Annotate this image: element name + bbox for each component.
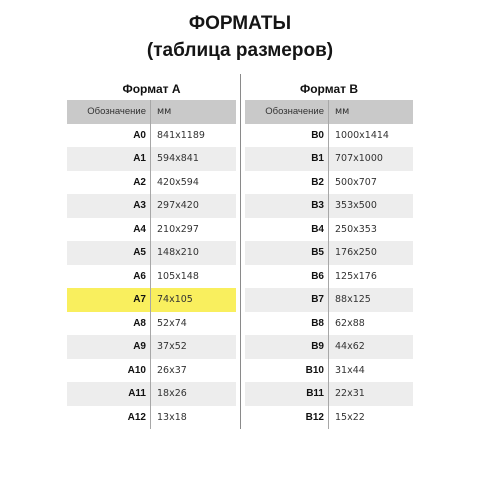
format-size: 15x22 — [335, 411, 365, 423]
header-unit: мм — [157, 106, 172, 118]
format-size: 26x37 — [157, 364, 187, 376]
format-size: 125x176 — [335, 270, 377, 282]
format-size: 176x250 — [335, 247, 377, 259]
format-designation: A4 — [67, 218, 151, 242]
format-designation: A7 — [67, 288, 151, 312]
format-designation: A8 — [67, 312, 151, 336]
format-designation: B6 — [245, 265, 329, 289]
format-designation: B11 — [245, 382, 329, 406]
format-size: 31x44 — [335, 364, 365, 376]
format-designation: B1 — [245, 147, 329, 171]
format-designation: A10 — [67, 359, 151, 383]
format-designation: B9 — [245, 335, 329, 359]
table-row — [245, 406, 413, 430]
format-size: 841x1189 — [157, 129, 205, 141]
table-header-row — [245, 100, 413, 124]
table-row — [67, 382, 236, 406]
format-designation: B5 — [245, 241, 329, 265]
format-a-table — [67, 80, 236, 429]
table-row — [67, 335, 236, 359]
format-size: 500x707 — [335, 176, 377, 188]
format-designation: A12 — [67, 406, 151, 430]
table-header-row — [67, 100, 236, 124]
format-designation: B0 — [245, 124, 329, 148]
table-row — [67, 171, 236, 195]
column-divider — [240, 74, 241, 429]
format-size: 250x353 — [335, 223, 377, 235]
table-row — [245, 288, 413, 312]
format-size: 74x105 — [157, 294, 193, 306]
format-designation: B10 — [245, 359, 329, 383]
format-size: 13x18 — [157, 411, 187, 423]
format-designation: A6 — [67, 265, 151, 289]
format-size: 52x74 — [157, 317, 187, 329]
table-row — [245, 359, 413, 383]
format-size: 37x52 — [157, 341, 187, 353]
format-b-title: Формат В — [299, 82, 358, 96]
format-size: 105x148 — [157, 270, 199, 282]
table-row — [245, 382, 413, 406]
table-row — [67, 218, 236, 242]
table-row — [245, 241, 413, 265]
table-row — [245, 194, 413, 218]
format-designation: B4 — [245, 218, 329, 242]
format-size: 594x841 — [157, 153, 199, 165]
header-unit: мм — [335, 106, 350, 118]
format-size: 420x594 — [157, 176, 199, 188]
format-size: 62x88 — [335, 317, 365, 329]
format-size: 88x125 — [335, 294, 371, 306]
format-designation: A11 — [67, 382, 151, 406]
table-row — [67, 406, 236, 430]
table-row — [67, 288, 236, 312]
table-row — [67, 359, 236, 383]
format-designation: B8 — [245, 312, 329, 336]
format-designation: A2 — [67, 171, 151, 195]
format-designation: B2 — [245, 171, 329, 195]
table-row — [67, 147, 236, 171]
table-row — [67, 194, 236, 218]
table-row — [245, 124, 413, 148]
format-size: 353x500 — [335, 200, 377, 212]
format-size: 1000x1414 — [335, 129, 389, 141]
format-size: 707x1000 — [335, 153, 383, 165]
table-row — [67, 312, 236, 336]
table-row — [67, 124, 236, 148]
format-size: 148x210 — [157, 247, 199, 259]
format-b-rows — [245, 124, 413, 430]
table-row — [67, 241, 236, 265]
format-designation: A0 — [67, 124, 151, 148]
format-size: 297x420 — [157, 200, 199, 212]
format-a-rows — [67, 124, 236, 430]
format-designation: A5 — [67, 241, 151, 265]
table-row — [245, 218, 413, 242]
header-designation: Обозначение — [245, 100, 329, 124]
table-row — [67, 265, 236, 289]
format-designation: B12 — [245, 406, 329, 430]
header-designation: Обозначение — [67, 100, 151, 124]
table-row — [245, 335, 413, 359]
format-size: 22x31 — [335, 388, 365, 400]
format-designation: A9 — [67, 335, 151, 359]
table-row — [245, 171, 413, 195]
format-b-table — [245, 80, 413, 429]
table-row — [245, 147, 413, 171]
format-designation: B7 — [245, 288, 329, 312]
table-row — [245, 265, 413, 289]
table-row — [245, 312, 413, 336]
format-size: 210x297 — [157, 223, 199, 235]
format-size: 44x62 — [335, 341, 365, 353]
page-subtitle: (таблица размеров) — [146, 40, 334, 61]
format-size: 18x26 — [157, 388, 187, 400]
page-title: ФОРМАТЫ — [188, 13, 292, 34]
format-a-title: Формат А — [122, 82, 181, 96]
format-designation: A3 — [67, 194, 151, 218]
format-designation: A1 — [67, 147, 151, 171]
format-designation: B3 — [245, 194, 329, 218]
